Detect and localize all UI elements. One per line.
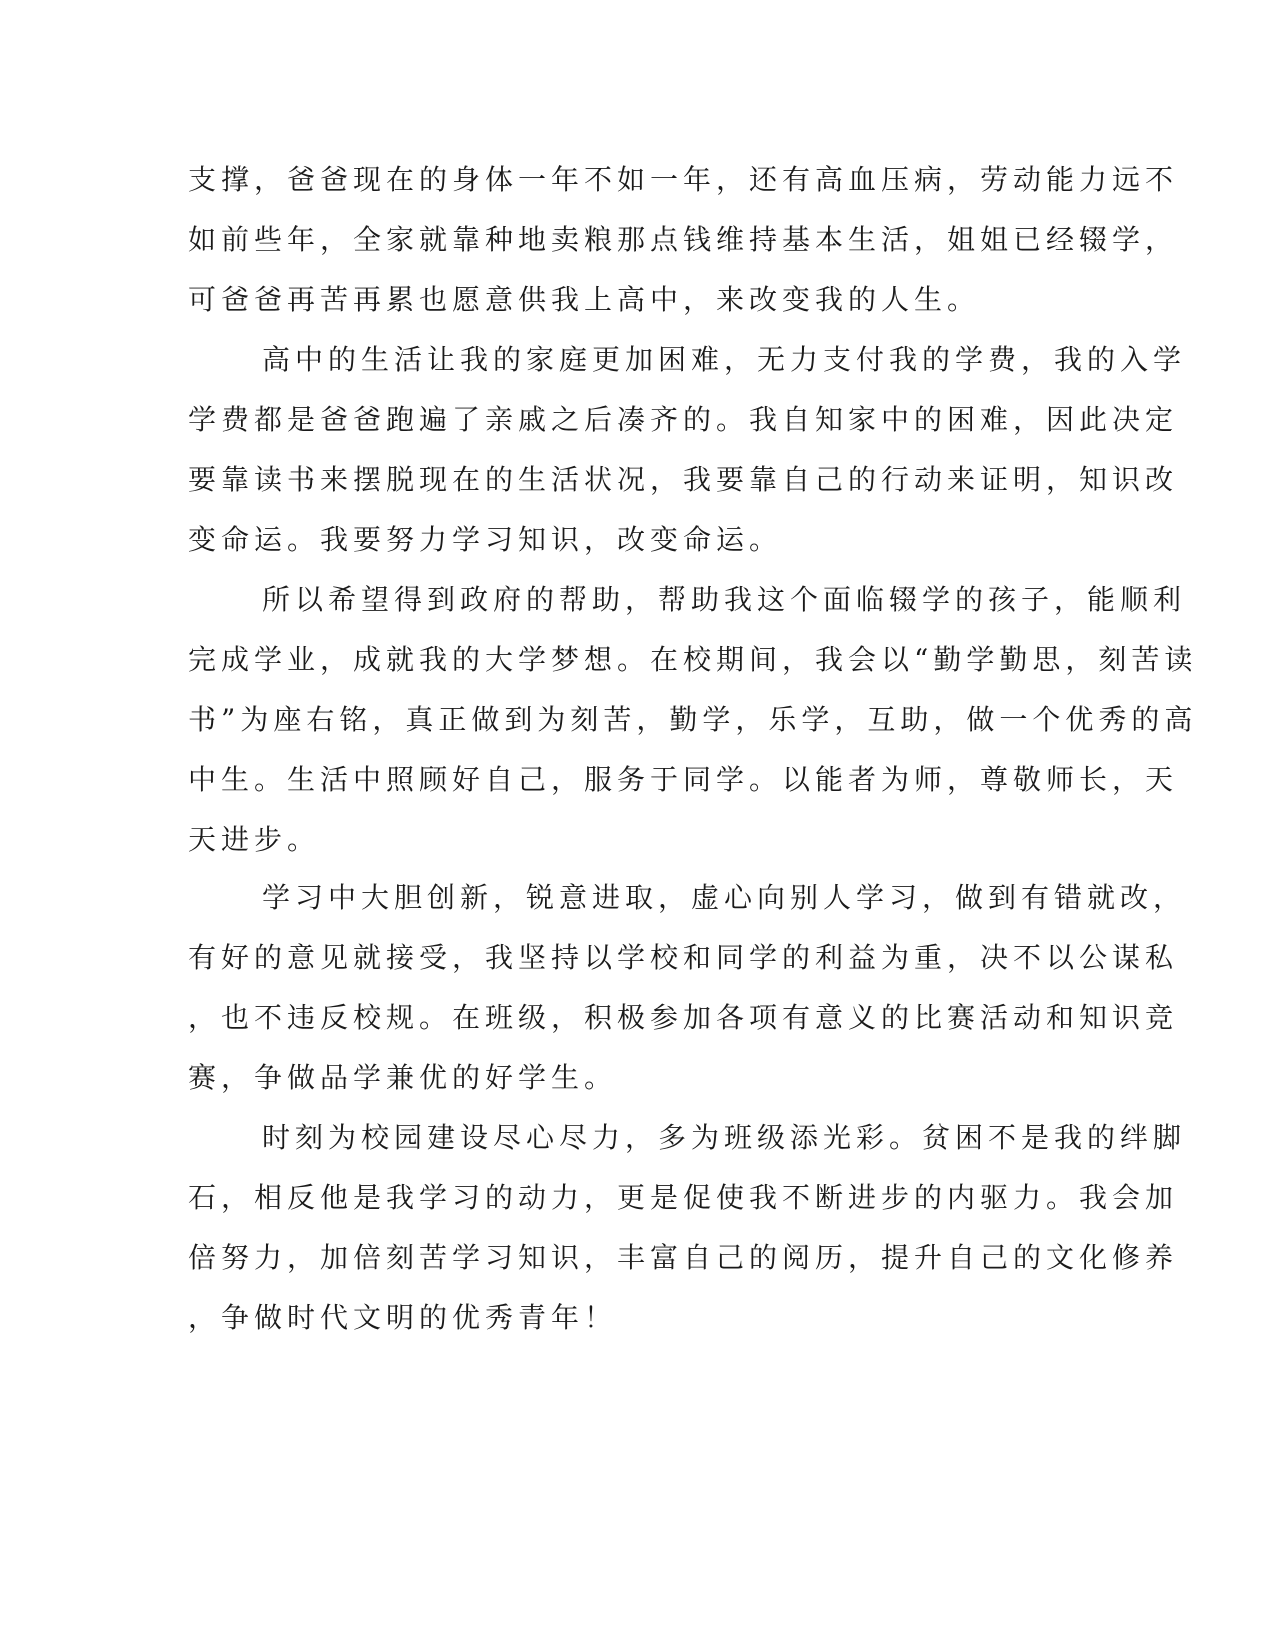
text-line: 赛，争做品学兼优的好学生。 [188,1061,618,1094]
text-line: ，也不违反校规。在班级，积极参加各项有意义的比赛活动和知识竞 [188,1001,1179,1034]
text-line: 中生。生活中照顾好自己，服务于同学。以能者为师，尊敬师长，天 [188,763,1179,796]
text-line: 天进步。 [188,823,321,856]
text-line: 有好的意见就接受，我坚持以学校和同学的利益为重，决不以公谋私 [188,941,1179,974]
text-line: 书”为座右铭，真正做到为刻苦，勤学，乐学，互助，做一个优秀的高 [188,703,1198,736]
text-line: 变命运。我要努力学习知识，改变命运。 [188,523,783,556]
paragraph-first-line: 高中的生活让我的家庭更加困难，无力支付我的学费，我的入学 [262,343,1187,376]
text-line: 石，相反他是我学习的动力，更是促使我不断进步的内驱力。我会加 [188,1181,1179,1214]
text-line: ，争做时代文明的优秀青年！ [188,1301,618,1334]
text-line: 如前些年，全家就靠种地卖粮那点钱维持基本生活，姐姐已经辍学， [188,223,1179,256]
text-line: 支撑，爸爸现在的身体一年不如一年，还有高血压病，劳动能力远不 [188,163,1179,196]
text-line: 可爸爸再苦再累也愿意供我上高中，来改变我的人生。 [188,283,981,316]
text-line: 倍努力，加倍刻苦学习知识，丰富自己的阅历，提升自己的文化修养 [188,1241,1179,1274]
paragraph-first-line: 学习中大胆创新，锐意进取，虚心向别人学习，做到有错就改， [262,881,1187,914]
paragraph-first-line: 所以希望得到政府的帮助，帮助我这个面临辍学的孩子，能顺利 [262,583,1187,616]
text-line: 完成学业，成就我的大学梦想。在校期间，我会以“勤学勤思，刻苦读 [188,643,1198,676]
paragraph-first-line: 时刻为校园建设尽心尽力，多为班级添光彩。贫困不是我的绊脚 [262,1121,1187,1154]
text-line: 要靠读书来摆脱现在的生活状况，我要靠自己的行动来证明，知识改 [188,463,1179,496]
text-line: 学费都是爸爸跑遍了亲戚之后凑齐的。我自知家中的困难，因此决定 [188,403,1179,436]
